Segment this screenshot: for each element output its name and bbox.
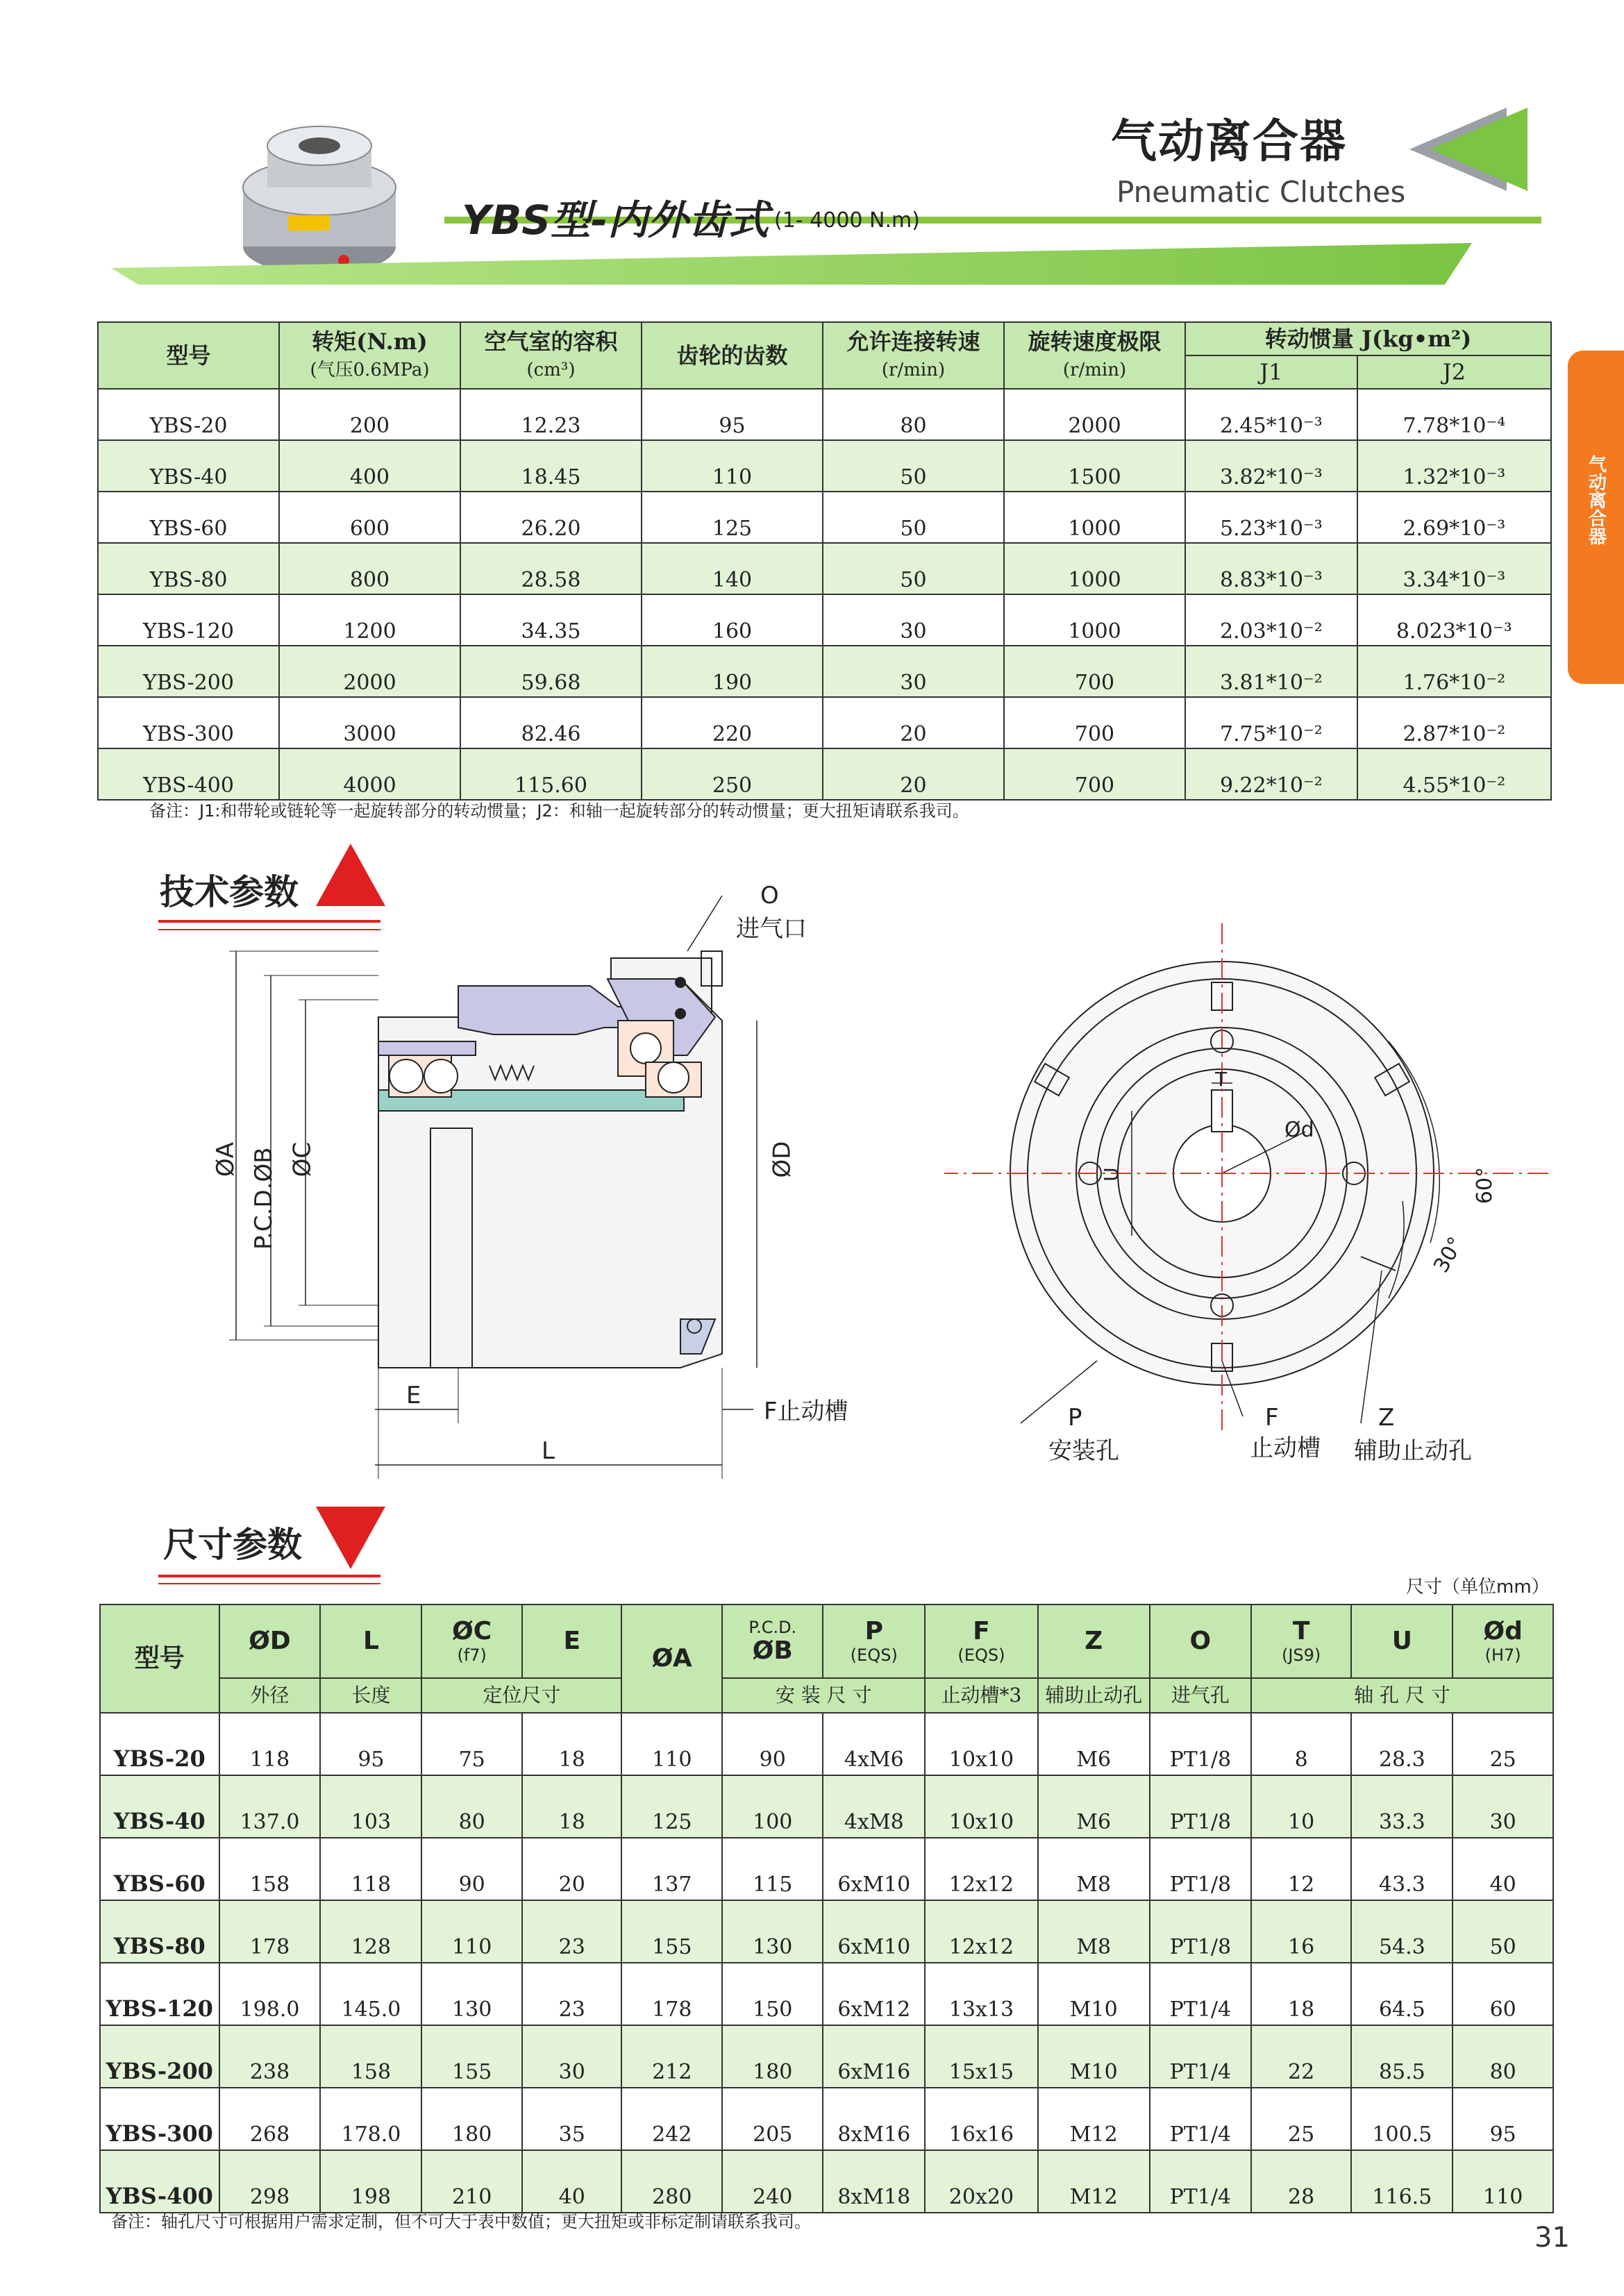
cell: 18 [522, 1775, 621, 1838]
cell: 238 [219, 2025, 321, 2088]
cell: 2.03*10⁻² [1185, 594, 1357, 646]
th-u: U [1351, 1604, 1453, 1678]
triangle-down-icon [316, 1507, 385, 1572]
cell: YBS-120 [98, 594, 279, 646]
model-cell: YBS-300 [100, 2088, 219, 2150]
label-pcd: P.C.D.ØB [250, 1147, 278, 1250]
cell: 12 [1251, 1838, 1352, 1900]
th-model: 型号 [98, 322, 279, 389]
th-p [823, 1604, 925, 1678]
cell: 30 [823, 594, 1004, 646]
th-allow-speed-label: 允许连接转速 [846, 328, 980, 355]
cell: 700 [1004, 697, 1185, 748]
model-cell: YBS-200 [100, 2025, 219, 2088]
page-number: 31 [1534, 2222, 1570, 2254]
th-shaft-name: 轴 孔 尺 寸 [1251, 1678, 1553, 1713]
cell: 1000 [1004, 543, 1185, 594]
front-view-drawing [944, 882, 1555, 1493]
th-air-volume [460, 322, 642, 389]
th-torque-label: 转矩(N.m) [312, 328, 428, 355]
label-p-name: 安装孔 [1048, 1437, 1119, 1465]
cell: M8 [1038, 1900, 1150, 1963]
table-row [100, 2150, 1553, 2213]
cell: 4xM6 [823, 1713, 925, 1775]
cell: 125 [642, 492, 823, 543]
cell: 200 [279, 389, 460, 440]
cell: 35 [522, 2088, 621, 2150]
label-60deg: 60° [1473, 1166, 1498, 1205]
cell: 137.0 [219, 1775, 321, 1838]
label-f-slot: F止动槽 [764, 1398, 848, 1425]
header-arrow-icon [1409, 101, 1527, 201]
cell: 700 [1004, 748, 1185, 800]
th-ob-label: ØB [752, 1636, 793, 1665]
cell: 150 [722, 1963, 823, 2025]
cell: 1.76*10⁻² [1357, 646, 1551, 697]
th-oc-label: ØC [452, 1617, 492, 1645]
cell: 64.5 [1351, 1963, 1453, 2025]
table-row [98, 492, 1551, 543]
th-p-sub: (EQS) [850, 1645, 898, 1665]
table-row [98, 389, 1551, 440]
cell: 12x12 [925, 1838, 1037, 1900]
cell: 103 [320, 1775, 421, 1838]
cell: YBS-40 [98, 440, 279, 492]
th-f-sub: (EQS) [957, 1645, 1005, 1665]
th-dd-label: Ød [1483, 1617, 1523, 1645]
th-max-speed-label: 旋转速度极限 [1028, 328, 1162, 355]
cell: 1200 [279, 594, 460, 646]
cell: 110 [421, 1900, 522, 1963]
cell: 8xM16 [823, 2088, 925, 2150]
cell: 20 [522, 1838, 621, 1900]
th-allow-speed [823, 322, 1004, 389]
label-inlet: 进气口 [736, 915, 807, 943]
cell: 30 [1453, 1775, 1553, 1838]
dims-underline-2 [158, 1583, 380, 1584]
th-dd-sub: (H7) [1484, 1645, 1521, 1665]
label-o: O [760, 882, 779, 910]
cell: 9.22*10⁻² [1185, 748, 1357, 800]
cell: 12.23 [460, 389, 642, 440]
unit-label: 尺寸（单位mm） [1406, 1577, 1550, 1598]
label-oc: ØC [288, 1141, 317, 1178]
cell: PT1/8 [1150, 1775, 1251, 1838]
table-row [98, 646, 1551, 697]
cell: 95 [320, 1713, 421, 1775]
th-teeth: 齿轮的齿数 [642, 322, 823, 389]
cell: 16 [1251, 1900, 1352, 1963]
table-row [100, 1775, 1553, 1838]
title-cn: 气动离合器 [1111, 115, 1347, 168]
cell: 180 [421, 2088, 522, 2150]
cell: 212 [621, 2025, 722, 2088]
cell: 23 [522, 1900, 621, 1963]
cell: 8.83*10⁻³ [1185, 543, 1357, 594]
cell: YBS-20 [98, 389, 279, 440]
cell: 125 [621, 1775, 722, 1838]
cell: 18 [1251, 1963, 1352, 2025]
cell: 3.34*10⁻³ [1357, 543, 1551, 594]
cell: 28.3 [1351, 1713, 1453, 1775]
cell: 3.82*10⁻³ [1185, 440, 1357, 492]
cell: 90 [421, 1838, 522, 1900]
cell: 2.69*10⁻³ [1357, 492, 1551, 543]
cell: 600 [279, 492, 460, 543]
cell: 800 [279, 543, 460, 594]
cell: 1000 [1004, 594, 1185, 646]
cell: YBS-60 [98, 492, 279, 543]
cell: 280 [621, 2150, 722, 2213]
label-l: L [542, 1437, 555, 1465]
table-row [98, 440, 1551, 492]
cell: 50 [823, 543, 1004, 594]
th-od-name: 外径 [219, 1678, 321, 1713]
dims-underline [158, 1575, 380, 1577]
cell: 43.3 [1351, 1838, 1453, 1900]
th-inertia: 转动惯量 J(kg•m²) [1185, 322, 1551, 355]
cell: 2.45*10⁻³ [1185, 389, 1357, 440]
th-f [925, 1604, 1037, 1678]
cell: 50 [1453, 1900, 1553, 1963]
cell: 26.20 [460, 492, 642, 543]
cell: 20x20 [925, 2150, 1037, 2213]
model-cell: YBS-40 [100, 1775, 219, 1838]
cell: 40 [522, 2150, 621, 2213]
cell: 242 [621, 2088, 722, 2150]
th-model: 型号 [100, 1604, 219, 1713]
cell: 155 [621, 1900, 722, 1963]
cell: 2000 [1004, 389, 1185, 440]
cell: 700 [1004, 646, 1185, 697]
cell: 18 [522, 1713, 621, 1775]
series-title: YBS型-内外齿式 [462, 196, 769, 244]
th-f-name: 止动槽*3 [925, 1678, 1037, 1713]
label-d: Ød [1284, 1118, 1314, 1142]
cell: 180 [722, 2025, 823, 2088]
cell: 54.3 [1351, 1900, 1453, 1963]
cell: 130 [722, 1900, 823, 1963]
table-row [100, 1900, 1553, 1963]
model-cell: YBS-20 [100, 1713, 219, 1775]
cell: 59.68 [460, 646, 642, 697]
label-z: Z [1378, 1404, 1395, 1432]
cell: 60 [1453, 1963, 1553, 2025]
cell: 115.60 [460, 748, 642, 800]
cell: 34.35 [460, 594, 642, 646]
cell: 137 [621, 1838, 722, 1900]
cell: 198.0 [219, 1963, 321, 2025]
th-e: E [522, 1604, 621, 1678]
cell: 1.32*10⁻³ [1357, 440, 1551, 492]
cell: 3.81*10⁻² [1185, 646, 1357, 697]
cell: 128 [320, 1900, 421, 1963]
table-row [100, 2025, 1553, 2088]
dims-note: 备注：轴孔尺寸可根据用户需求定制，但不可大于表中数值；更大扭矩或非标定制请联系我司。 [111, 2212, 811, 2231]
cell: YBS-200 [98, 646, 279, 697]
cell: M10 [1038, 2025, 1150, 2088]
cell: 28.58 [460, 543, 642, 594]
cell: 75 [421, 1713, 522, 1775]
cell: 2.87*10⁻² [1357, 697, 1551, 748]
cell: 7.75*10⁻² [1185, 697, 1357, 748]
cell: 6xM12 [823, 1963, 925, 2025]
cell: 100.5 [1351, 2088, 1453, 2150]
th-pos-name: 定位尺寸 [421, 1678, 621, 1713]
table-row [98, 594, 1551, 646]
table-row [100, 1713, 1553, 1775]
cell: 20 [823, 697, 1004, 748]
label-e: E [406, 1382, 421, 1409]
cell: 10 [1251, 1775, 1352, 1838]
cell: 178.0 [320, 2088, 421, 2150]
cell: 6xM10 [823, 1900, 925, 1963]
model-cell: YBS-80 [100, 1900, 219, 1963]
cell: 1000 [1004, 492, 1185, 543]
cell: 118 [320, 1838, 421, 1900]
cell: 190 [642, 646, 823, 697]
cell: 23 [522, 1963, 621, 2025]
cell: 160 [642, 594, 823, 646]
cell: 20 [823, 748, 1004, 800]
cell: 110 [1453, 2150, 1553, 2213]
label-30deg: 30° [1429, 1232, 1469, 1277]
cell: 1500 [1004, 440, 1185, 492]
cell: M10 [1038, 1963, 1150, 2025]
cell: M6 [1038, 1775, 1150, 1838]
cell: 178 [621, 1963, 722, 2025]
cell: M6 [1038, 1713, 1150, 1775]
cell: 3000 [279, 697, 460, 748]
side-tab [1568, 351, 1624, 684]
dims-section-title: 尺寸参数 [163, 1525, 302, 1565]
cell: YBS-300 [98, 697, 279, 748]
cell: M8 [1038, 1838, 1150, 1900]
table-row [100, 2088, 1553, 2150]
cell: 178 [219, 1900, 321, 1963]
th-allow-speed-unit: (r/min) [881, 359, 946, 380]
cell: 158 [219, 1838, 321, 1900]
tech-section-title: 技术参数 [160, 872, 299, 912]
model-cell: YBS-60 [100, 1838, 219, 1900]
cell: 4000 [279, 748, 460, 800]
cell: M12 [1038, 2150, 1150, 2213]
cell: 13x13 [925, 1963, 1037, 2025]
product-photo [233, 111, 406, 285]
cell: 10x10 [925, 1713, 1037, 1775]
th-o-name: 进气孔 [1150, 1678, 1251, 1713]
cell: 250 [642, 748, 823, 800]
cell: 50 [823, 440, 1004, 492]
table-row [100, 1963, 1553, 2025]
cell: 268 [219, 2088, 321, 2150]
cell: 22 [1251, 2025, 1352, 2088]
cell: 80 [823, 389, 1004, 440]
th-z-name: 辅助止动孔 [1038, 1678, 1150, 1713]
side-tab-label: 气动离合器 [1585, 455, 1607, 545]
label-oa: ØA [212, 1141, 240, 1178]
cell: 8.023*10⁻³ [1357, 594, 1551, 646]
cell: 118 [219, 1713, 321, 1775]
cell: PT1/8 [1150, 1838, 1251, 1900]
cell: 2000 [279, 646, 460, 697]
cell: 110 [642, 440, 823, 492]
th-dd [1453, 1604, 1553, 1678]
cell: 15x15 [925, 2025, 1037, 2088]
cell: YBS-400 [98, 748, 279, 800]
cell: 220 [642, 697, 823, 748]
cell: 25 [1251, 2088, 1352, 2150]
cell: 30 [522, 2025, 621, 2088]
label-u: U [1099, 1167, 1123, 1182]
cell: 30 [823, 646, 1004, 697]
cell: 40 [1453, 1838, 1553, 1900]
cell: 240 [722, 2150, 823, 2213]
cell: 95 [1453, 2088, 1553, 2150]
cell: M12 [1038, 2088, 1150, 2150]
th-oc-sub: (f7) [457, 1645, 487, 1665]
cell: PT1/8 [1150, 1713, 1251, 1775]
cell: 210 [421, 2150, 522, 2213]
cell: PT1/4 [1150, 2088, 1251, 2150]
cell: 7.78*10⁻⁴ [1357, 389, 1551, 440]
cell: 158 [320, 2025, 421, 2088]
cell: 50 [823, 492, 1004, 543]
cell: 6xM16 [823, 2025, 925, 2088]
cell: 100 [722, 1775, 823, 1838]
cell: 4xM8 [823, 1775, 925, 1838]
th-max-speed-unit: (r/min) [1062, 359, 1127, 380]
th-t-label: T [1292, 1617, 1310, 1645]
model-cell: YBS-120 [100, 1963, 219, 2025]
th-oa: ØA [621, 1604, 722, 1713]
th-mount-name: 安 装 尺 寸 [722, 1678, 925, 1713]
cell: 198 [320, 2150, 421, 2213]
cell: 140 [642, 543, 823, 594]
cell: 33.3 [1351, 1775, 1453, 1838]
cell: 6xM10 [823, 1838, 925, 1900]
cell: 205 [722, 2088, 823, 2150]
th-torque [279, 322, 460, 389]
cell: 25 [1453, 1713, 1553, 1775]
th-torque-sub: (气压0.6MPa) [310, 359, 430, 380]
table1-note: 备注：J1:和带轮或链轮等一起旋转部分的转动惯量；J2：和轴一起旋转部分的转动惯量；更大扭矩请联系我司。 [149, 801, 969, 821]
spec-table [97, 321, 1552, 801]
th-t-sub: (JS9) [1281, 1645, 1321, 1665]
cell: 110 [621, 1713, 722, 1775]
cell: 8xM18 [823, 2150, 925, 2213]
cell: 400 [279, 440, 460, 492]
label-f: F [1265, 1404, 1279, 1432]
cell: YBS-80 [98, 543, 279, 594]
cell: 155 [421, 2025, 522, 2088]
cell: 95 [642, 389, 823, 440]
cell: 4.55*10⁻² [1357, 748, 1551, 800]
cell: PT1/8 [1150, 1900, 1251, 1963]
section-drawing [201, 882, 861, 1493]
th-ob [722, 1604, 823, 1678]
cell: 145.0 [320, 1963, 421, 2025]
cell: 10x10 [925, 1775, 1037, 1838]
cell: 28 [1251, 2150, 1352, 2213]
th-j2: J2 [1357, 355, 1551, 389]
title-en: Pneumatic Clutches [1116, 175, 1406, 209]
th-ob-top: P.C.D. [748, 1618, 797, 1637]
th-air-volume-label: 空气室的容积 [484, 328, 618, 355]
cell: 90 [722, 1713, 823, 1775]
cell: 18.45 [460, 440, 642, 492]
cell: PT1/4 [1150, 2025, 1251, 2088]
th-t [1251, 1604, 1352, 1678]
table-row [98, 543, 1551, 594]
th-max-speed [1004, 322, 1185, 389]
cell: 5.23*10⁻³ [1185, 492, 1357, 543]
cell: 8 [1251, 1713, 1352, 1775]
th-o: O [1150, 1604, 1251, 1678]
th-l: L [320, 1604, 421, 1678]
cell: 85.5 [1351, 2025, 1453, 2088]
label-z-name: 辅助止动孔 [1354, 1437, 1472, 1465]
cell: 80 [421, 1775, 522, 1838]
th-f-label: F [973, 1617, 990, 1645]
label-od: ØD [768, 1141, 796, 1178]
th-od: ØD [219, 1604, 321, 1678]
cell: PT1/4 [1150, 1963, 1251, 2025]
label-f-name: 止动槽 [1250, 1434, 1321, 1462]
model-cell: YBS-400 [100, 2150, 219, 2213]
cell: 115 [722, 1838, 823, 1900]
cell: 298 [219, 2150, 321, 2213]
th-z: Z [1038, 1604, 1150, 1678]
th-j1: J1 [1185, 355, 1357, 389]
series-range: (1- 4000 N.m) [774, 208, 920, 233]
th-oc [421, 1604, 522, 1678]
cell: 116.5 [1351, 2150, 1453, 2213]
table-row [98, 697, 1551, 748]
cell: 80 [1453, 2025, 1553, 2088]
label-t: T [1215, 1068, 1228, 1091]
cell: 130 [421, 1963, 522, 2025]
label-p: P [1068, 1404, 1082, 1432]
dimension-table [99, 1604, 1554, 2213]
cell: PT1/4 [1150, 2150, 1251, 2213]
table-row [98, 748, 1551, 800]
th-l-name: 长度 [320, 1678, 421, 1713]
th-air-volume-unit: (cm³) [526, 359, 576, 380]
cell: 12x12 [925, 1900, 1037, 1963]
cell: 82.46 [460, 697, 642, 748]
cell: 16x16 [925, 2088, 1037, 2150]
table-row [100, 1838, 1553, 1900]
th-p-label: P [864, 1617, 883, 1645]
